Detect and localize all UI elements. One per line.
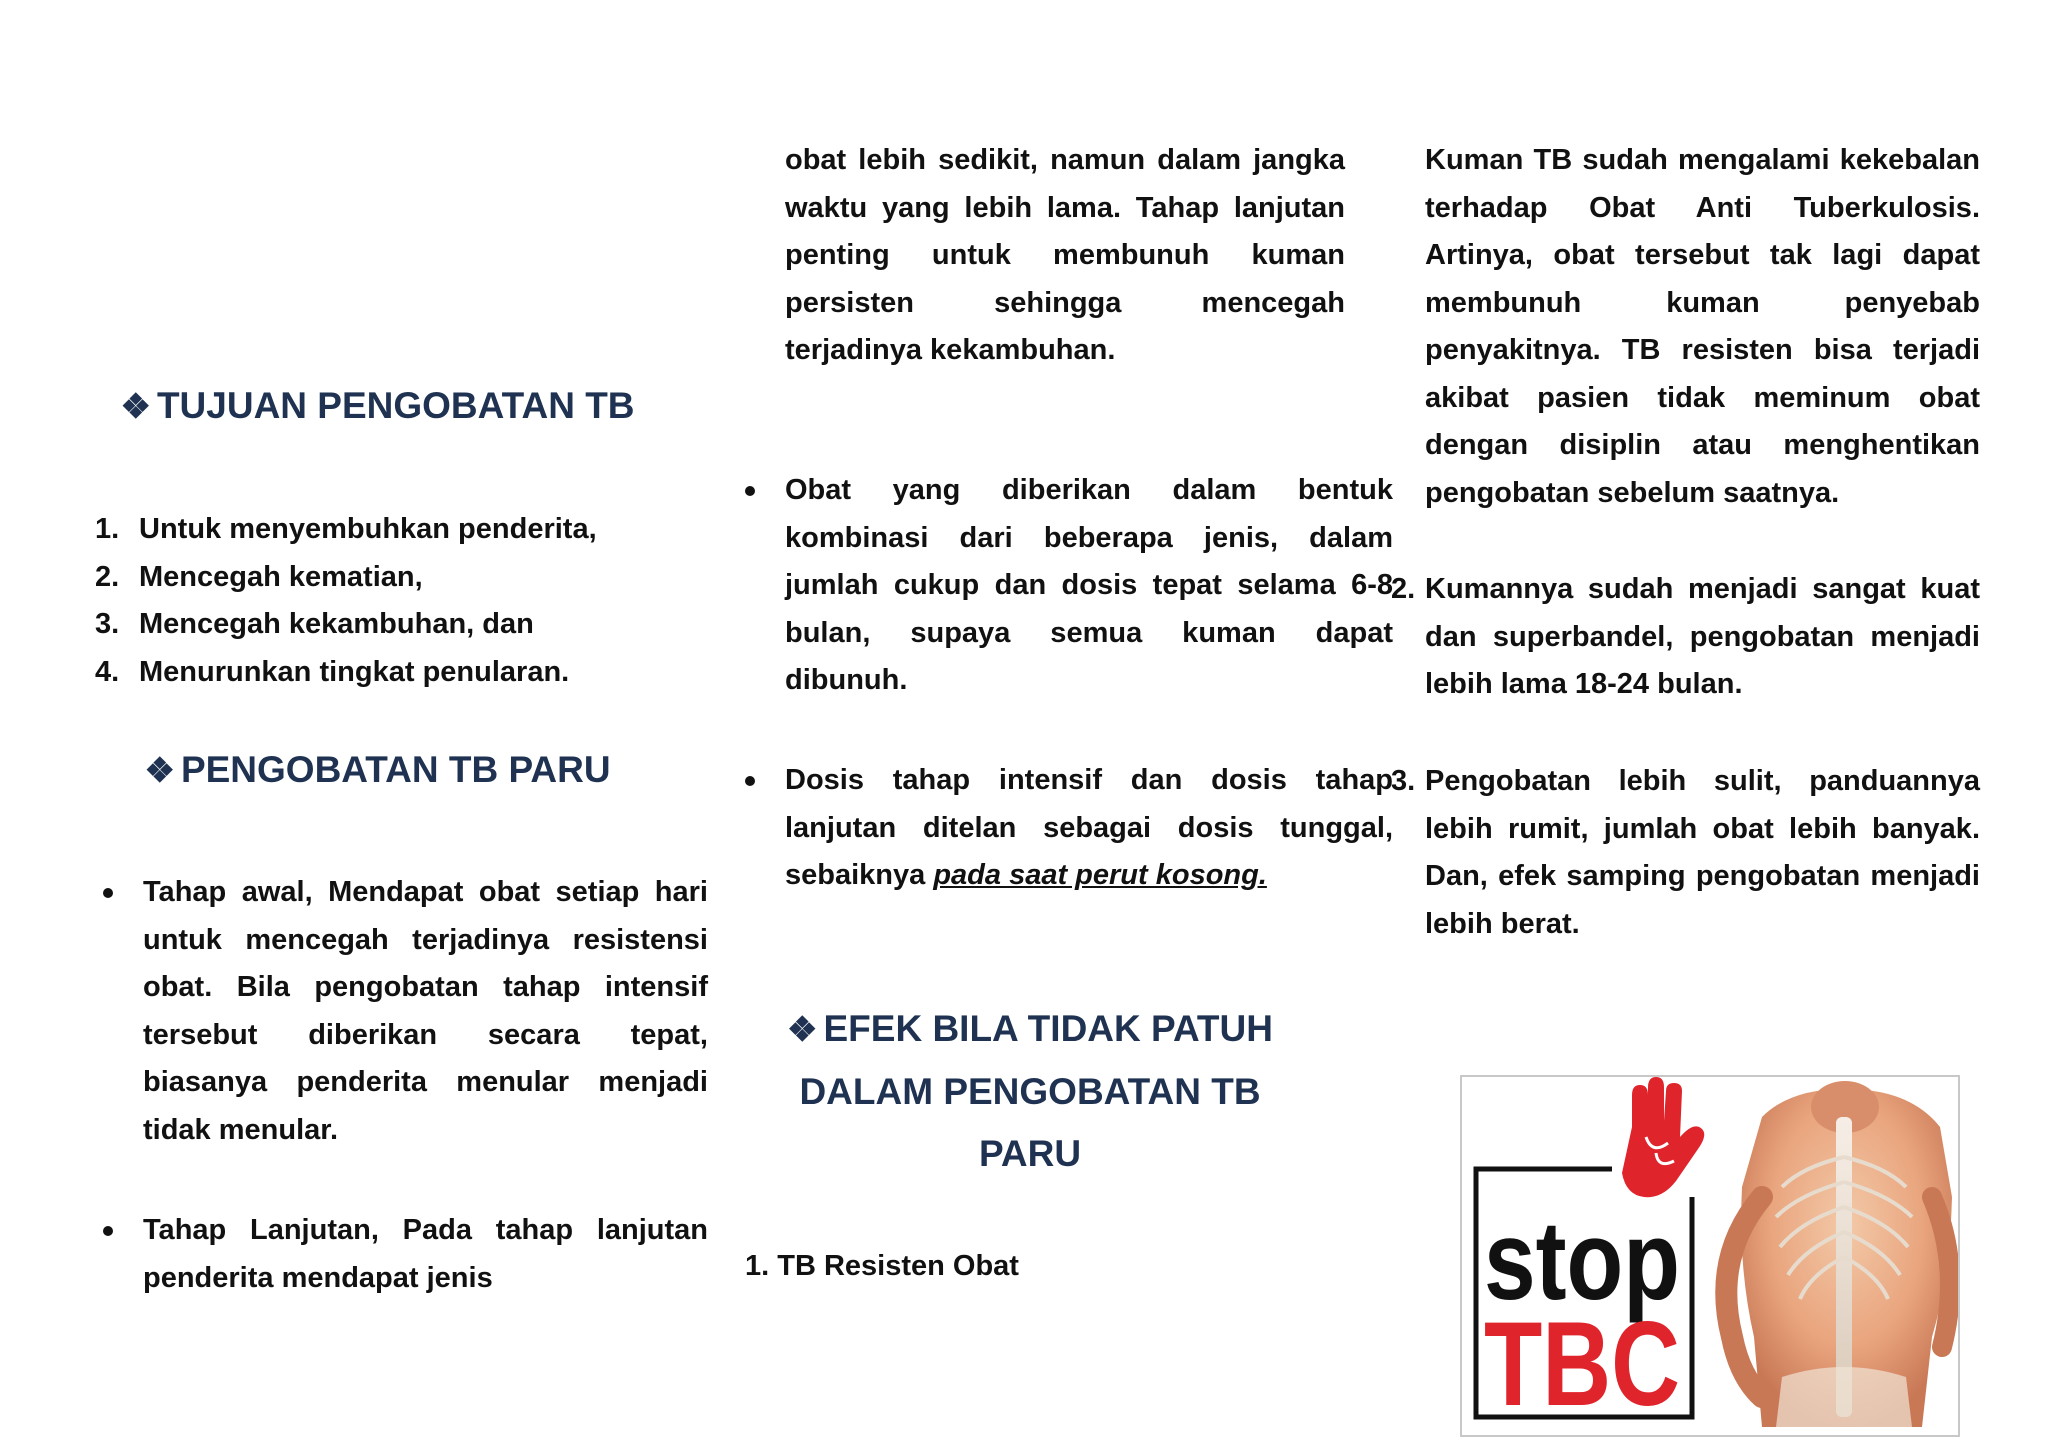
bullet-dot-icon: [103, 1226, 113, 1236]
logo-tbc-text: TBC: [1484, 1297, 1680, 1431]
bullet-dosis: [737, 757, 1393, 900]
effect-item-2: [1391, 566, 1980, 709]
heading-efek-line2: DALAM PENGOBATAN TB: [799, 1071, 1261, 1112]
diamond-bullet-icon: ❖: [120, 388, 151, 426]
list-number: 3.: [95, 608, 120, 640]
logo-stop-text: stop: [1484, 1198, 1680, 1323]
list-item: [95, 601, 660, 649]
bullet-text: Tahap Lanjutan, Pada tahap lanjutan penderita mendapat jenis: [143, 1214, 708, 1294]
diamond-bullet-icon: ❖: [787, 1011, 818, 1049]
continuation-paragraph: obat lebih sedikit, namun dalam jangka waktu yang lebih lama. Tahap lanjutan penting untuk membunuh kuman persisten sehingga mencegah terjadinya kekambuhan.: [785, 144, 1345, 366]
diamond-bullet-icon: ❖: [144, 752, 175, 790]
list-number: 4.: [95, 655, 120, 688]
bullet-dot-icon: [745, 776, 755, 786]
bullet-emphasis-text: pada saat perut kosong.: [933, 859, 1267, 891]
heading-efek-line1: [745, 998, 1315, 1061]
bullet-kombinasi: [737, 467, 1393, 705]
list-text: Untuk menyembuhkan penderita,: [139, 513, 597, 545]
list-item: [95, 554, 660, 602]
heading-tujuan: [95, 385, 660, 427]
list-text: Kumannya sudah menjadi sangat kuat dan superbandel, pengobatan menjadi lebih lama 18-24 bulan.: [1425, 573, 1980, 700]
goals-list: [95, 506, 660, 696]
bullet-dot-icon: [103, 888, 113, 898]
list-number: 1.: [95, 513, 120, 545]
heading-pengobatan: [95, 749, 660, 791]
list-text: Pengobatan lebih sulit, panduannya lebih rumit, jumlah obat lebih banyak. Dan, efek samping pengobatan menjadi lebih berat.: [1425, 765, 1980, 940]
heading-tujuan-text: TUJUAN PENGOBATAN TB: [156, 385, 635, 426]
bullet-tahap-lanjutan: [95, 1207, 708, 1302]
list-number: 2.: [95, 560, 120, 593]
back-figure: [1726, 1081, 1952, 1427]
list-text: Menurunkan tingkat penularan.: [139, 655, 570, 688]
list-item: [95, 649, 660, 697]
list-item: [95, 506, 660, 554]
bullet-text: Tahap awal, Mendapat obat setiap hari untuk mencegah terjadinya resistensi obat. Bila pengobatan tahap intensif tersebut diberikan secara tepat, biasanya penderita menular menjadi tidak menular.: [143, 876, 708, 1146]
stop-tbc-illustration: [1462, 1077, 1958, 1435]
heading-pengobatan-text: PENGOBATAN TB PARU: [180, 749, 611, 790]
list-text: Mencegah kematian,: [139, 560, 423, 593]
list-number: 3.: [1391, 765, 1416, 797]
resisten-paragraph: Kuman TB sudah mengalami kekebalan terhadap Obat Anti Tuberkulosis. Artinya, obat tersebut tak lagi dapat membunuh kuman penyebab penyakitnya. TB resisten bisa terjadi akibat pasien tidak meminum obat dengan disiplin atau menghentikan pengobatan sebelum saatnya.: [1425, 144, 1980, 509]
bullet-text: Dosis tahap intensif dan dosis tahap lanjutan ditelan sebagai dosis tunggal, sebaiknya: [785, 764, 1393, 891]
heading-efek-line3: PARU: [978, 1133, 1082, 1174]
list-text: Mencegah kekambuhan, dan: [139, 608, 534, 640]
bullet-dot-icon: [745, 486, 755, 496]
effect-item-1: 1. TB Resisten Obat: [745, 1250, 1019, 1282]
effect-item-3: [1391, 758, 1980, 948]
bullet-text: Obat yang diberikan dalam bentuk kombinasi dari beberapa jenis, dalam jumlah cukup dan dosis tepat selama 6-8 bulan, supaya semua kuman dapat dibunuh.: [785, 474, 1393, 696]
list-number: 2.: [1391, 573, 1416, 605]
heading-efek-line1-text: EFEK BILA TIDAK PATUH: [823, 1008, 1273, 1049]
stop-tbc-image: [1460, 1075, 1960, 1437]
bullet-tahap-awal: [95, 869, 708, 1154]
heading-efek: [745, 998, 1315, 1185]
